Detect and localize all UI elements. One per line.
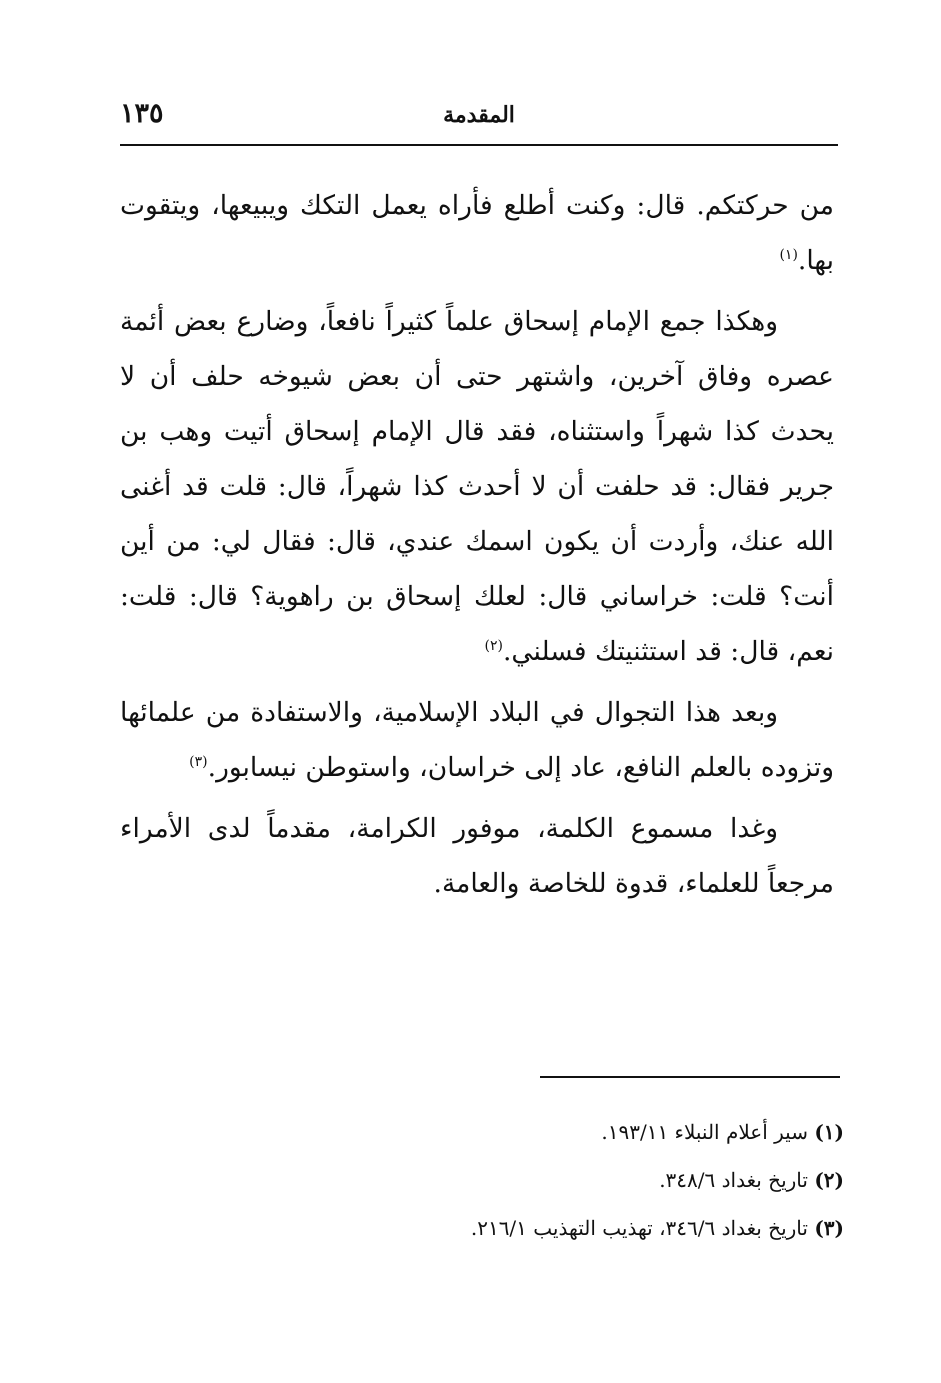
footnote-ref-3[interactable]: (٣) (189, 754, 208, 771)
footnote-divider (540, 1076, 840, 1078)
footnote-3 (300, 1204, 844, 1252)
chapter-title: المقدمة (443, 102, 515, 128)
footnotes (300, 1108, 844, 1252)
paragraph-1-text: من حركتكم. قال: وكنت أطلع فأراه يعمل التكك ويبيعها، ويتقوت بها. (120, 190, 834, 276)
paragraph-2-text: وهكذا جمع الإمام إسحاق علماً كثيراً نافعاً، وضارع بعض أئمة عصره وفاق آخرين، واشتهر حتى أن بعض شيوخه حلف أن لا يحدث كذا شهراً واستثناه، فقد قال الإمام إسحاق أتيت وهب بن جرير فقال: قد حلفت أن لا أحدث كذا شهراً، قال: قلت قد أغنى الله عنك، وأردت أن يكون اسمك عندي، قال: فقال لي: من أين أنت؟ قلت: خراساني قال: لعلك إسحاق بن راهوية؟ قال: قلت: نعم، قال: قد استثنيتك فسلني. (120, 306, 834, 667)
footnote-ref-2[interactable]: (٢) (484, 638, 503, 655)
paragraph-3 (120, 685, 834, 795)
footnote-ref-1[interactable]: (١) (779, 247, 798, 264)
footnote-number: (١) (814, 1120, 844, 1144)
footnote-1 (300, 1108, 844, 1156)
footnote-2 (300, 1156, 844, 1204)
paragraph-4 (120, 801, 834, 911)
footnote-number: (٣) (814, 1216, 844, 1240)
main-text (120, 178, 834, 917)
running-header (120, 96, 838, 140)
header-divider (120, 144, 838, 146)
paragraph-4-text: وغدا مسموع الكلمة، موفور الكرامة، مقدماً لدى الأمراء مرجعاً للعلماء، قدوة للخاصة والعامة. (120, 813, 834, 899)
footnote-text: تاريخ بغداد ٣٤٦/٦، تهذيب التهذيب ٢١٦/١. (470, 1216, 808, 1240)
paragraph-3-text: وبعد هذا التجوال في البلاد الإسلامية، والاستفادة من علمائها وتزوده بالعلم النافع، عاد إلى خراسان، واستوطن نيسابور. (120, 697, 834, 783)
footnote-text: سير أعلام النبلاء ١٩٣/١١. (601, 1120, 808, 1144)
page-number: ١٣٥ (120, 98, 164, 129)
footnote-text: تاريخ بغداد ٣٤٨/٦. (659, 1168, 808, 1192)
paragraph-1 (120, 178, 834, 288)
footnote-number: (٢) (814, 1168, 844, 1192)
paragraph-2 (120, 294, 834, 679)
